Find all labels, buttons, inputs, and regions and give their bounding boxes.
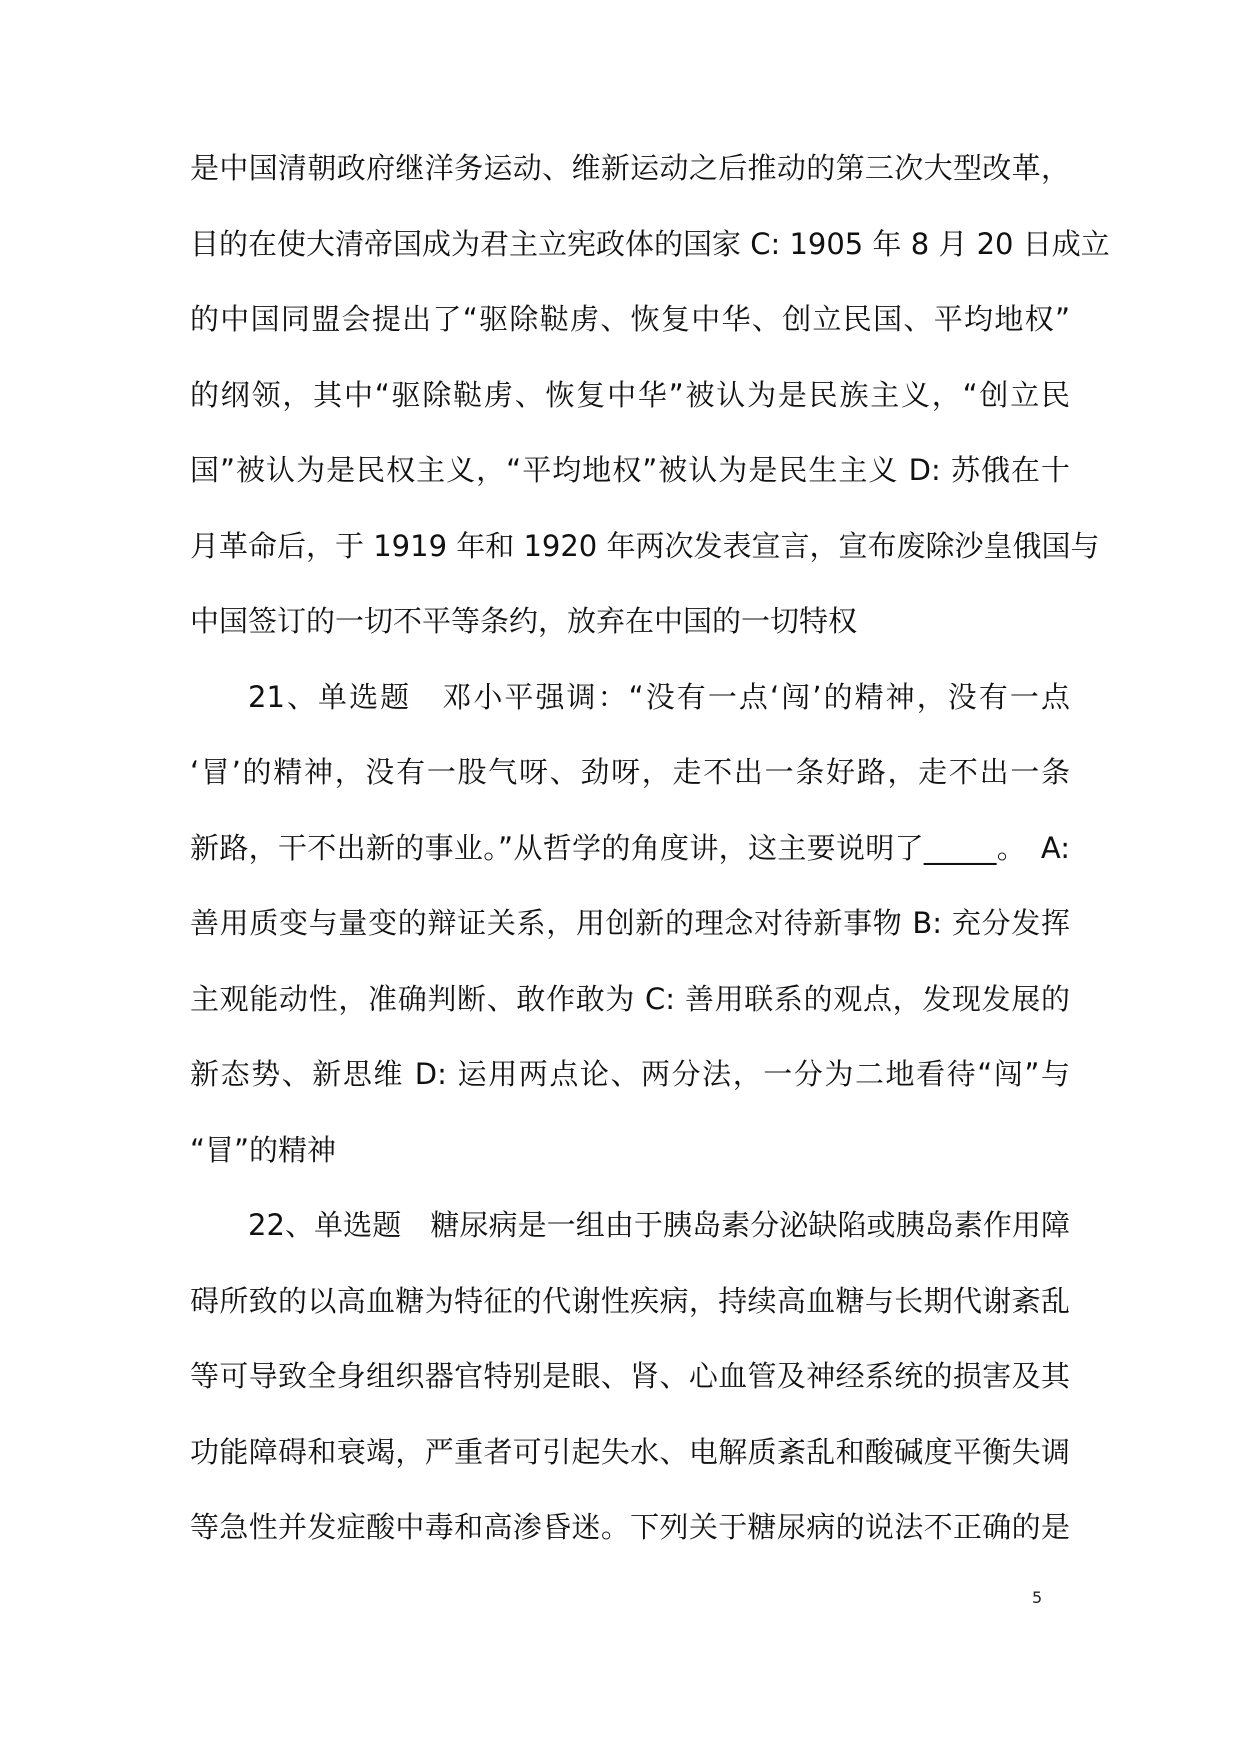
- text-line: 新路，干不出新的事业。”从哲学的角度讲，这主要说明了_____。 A:: [190, 830, 1070, 865]
- body-text: [190, 138, 1110, 1573]
- text-line: ‘冒’的精神，没有一股气呀、劲呀，走不出一条好路，走不出一条: [190, 755, 1070, 789]
- text-line: 的纲领，其中“驱除鞑虏、恢复中华”被认为是民族主义，“创立民: [190, 377, 1070, 412]
- page-number: 5: [1032, 1588, 1043, 1607]
- text-line: 碍所致的以高血糖为特征的代谢性疾病，持续高血糖与长期代谢紊乱: [190, 1283, 1070, 1318]
- text-line: 的中国同盟会提出了“驱除鞑虏、恢复中华、创立民国、平均地权”: [190, 302, 1070, 336]
- text-line: 善用质变与量变的辩证关系，用创新的理念对待新事物 B: 充分发挥: [190, 906, 1070, 940]
- text-line: 是中国清朝政府继洋务运动、维新运动之后推动的第三次大型改革，: [190, 151, 1070, 185]
- text-line: 主观能动性，准确判断、敢作敢为 C: 善用联系的观点，发现发展的: [190, 981, 1070, 1016]
- text-line: 新态势、新思维 D: 运用两点论、两分法，一分为二地看待“闯”与: [190, 1057, 1070, 1091]
- text-line: 21、单选题 邓小平强调：“没有一点‘闯’的精神，没有一点: [248, 679, 1070, 714]
- text-line: 目的在使大清帝国成为君主立宪政体的国家 C: 1905 年 8 月 20 日成立: [190, 226, 1110, 261]
- text-line: 月革命后，于 1919 年和 1920 年两次发表宣言，宣布废除沙皇俄国与: [190, 528, 1100, 563]
- text-line: “冒”的精神: [190, 1132, 337, 1167]
- text-line: 中国签订的一切不平等条约，放弃在中国的一切特权: [190, 604, 858, 638]
- text-line: 22、单选题 糖尿病是一组由于胰岛素分泌缺陷或胰岛素作用障: [248, 1208, 1070, 1242]
- text-line: 等可导致全身组织器官特别是眼、肾、心血管及神经系统的损害及其: [190, 1359, 1070, 1393]
- text-line: 功能障碍和衰竭，严重者可引起失水、电解质紊乱和酸碱度平衡失调: [190, 1434, 1070, 1469]
- text-line: 国”被认为是民权主义，“平均地权”被认为是民生主义 D: 苏俄在十: [190, 453, 1070, 487]
- text-line: 等急性并发症酸中毒和高渗昏迷。下列关于糖尿病的说法不正确的是: [190, 1510, 1070, 1544]
